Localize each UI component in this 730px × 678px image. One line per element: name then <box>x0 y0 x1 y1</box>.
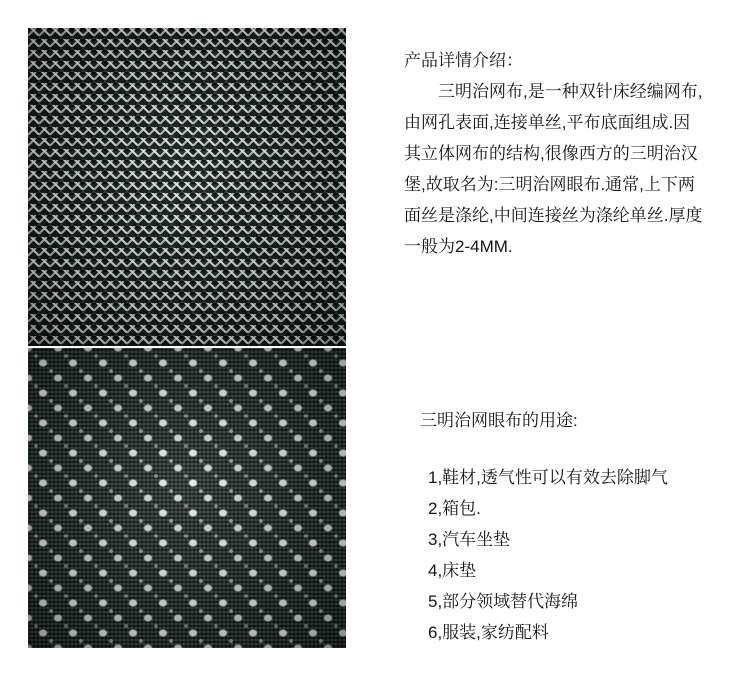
product-intro-paragraph: 三明治网布,是一种双针床经编网布,由网孔表面,连接单丝,平布底面组成.因其立体网布的结构,很像西方的三明治汉堡,故取名为:三明治网眼布.通常,上下两面丝是涤纶,中间连接丝为涤纶单丝.厚度一般为2-4MM. <box>404 82 703 256</box>
fabric-texture-dots <box>28 348 346 648</box>
product-usage-heading: 三明治网眼布的用途: <box>420 411 578 430</box>
fabric-diamond-mesh-photo <box>28 28 346 346</box>
fabric-texture-diamond <box>28 28 346 346</box>
list-item: 1,鞋材,透气性可以有效去除脚气 <box>428 468 668 487</box>
list-item: 5,部分领域替代海绵 <box>428 592 579 611</box>
fabric-dot-mesh-photo <box>28 348 346 648</box>
list-item: 4,床垫 <box>428 561 477 580</box>
list-item: 2,箱包. <box>428 499 481 518</box>
list-item: 3,汽车坐垫 <box>428 530 511 549</box>
product-usage-block <box>420 405 720 648</box>
product-intro-block <box>404 45 704 279</box>
list-item: 6,服装,家纺配料 <box>428 623 549 642</box>
product-intro-heading: 产品详情介绍： <box>404 51 523 70</box>
product-usage-list <box>420 462 720 648</box>
